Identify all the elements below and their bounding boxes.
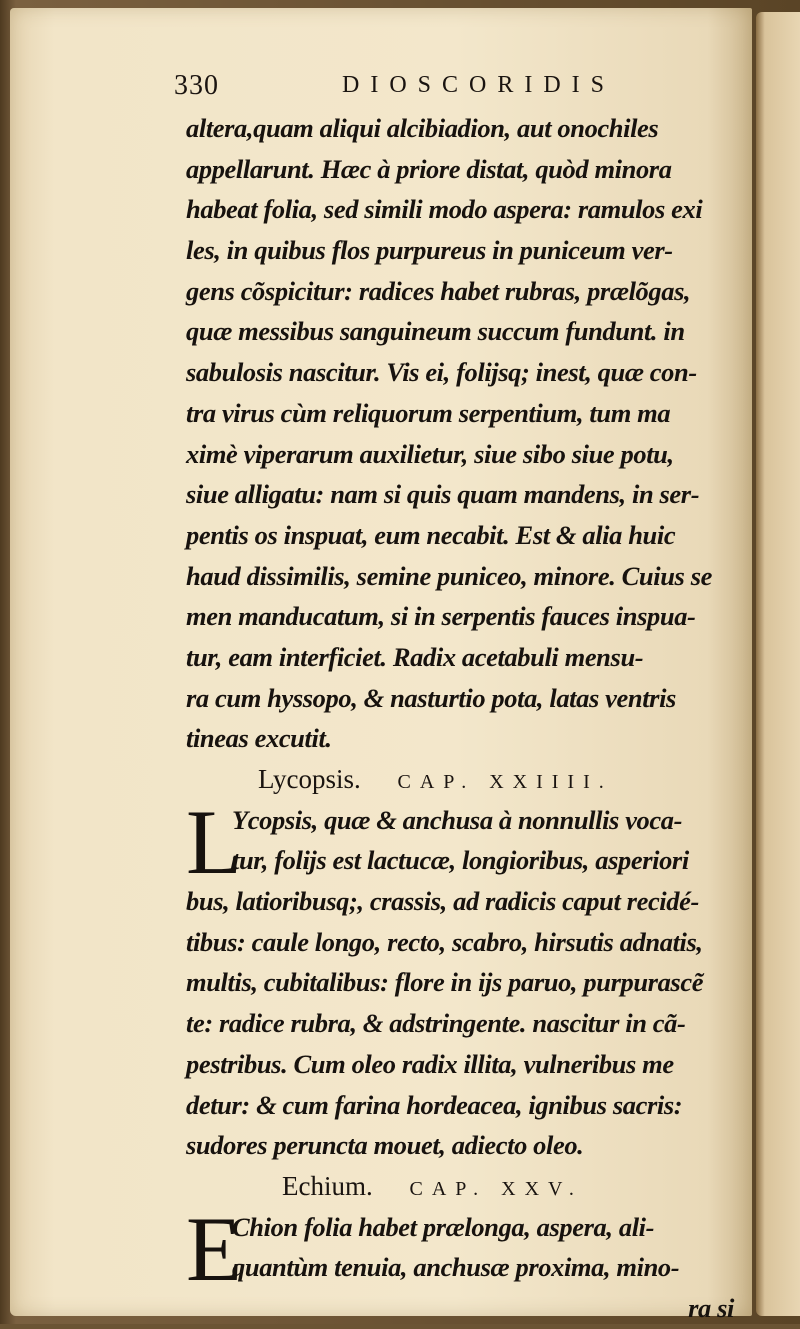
text-line: bus, latioribusq;, crassis, ad radicis caput recidé- xyxy=(186,886,699,917)
paragraph-echium xyxy=(186,1197,746,1329)
text-line: ximè viperarum auxilietur, siue sibo siue potu, xyxy=(186,438,674,469)
chapter-heading-echium xyxy=(186,1166,746,1207)
next-page-edge xyxy=(756,12,800,1316)
running-head: DIOSCORIDIS xyxy=(342,72,616,98)
text-line: siue alligatu: nam si quis quam mandens, in ser- xyxy=(186,479,700,510)
text-line: sudores peruncta mouet, adiecto oleo. xyxy=(186,1130,584,1161)
drop-cap: L xyxy=(186,790,243,893)
paragraph-continuation xyxy=(186,108,746,759)
text-line: ra cum hyssopo, & nasturtio pota, latas ventris xyxy=(186,682,676,713)
page-number: 330 xyxy=(174,70,219,101)
text-line: appellarunt. Hæc à priore distat, quòd minora xyxy=(186,153,672,184)
text-line: Chion folia habet prælonga, aspera, ali- xyxy=(232,1211,655,1242)
text-line: tur, eam interficiet. Radix acetabuli mensu- xyxy=(186,641,644,672)
catchword: ra si xyxy=(688,1292,734,1323)
chapter-number: CAP. XXIIII. xyxy=(397,771,613,793)
chapter-heading-lycopsis xyxy=(186,759,746,800)
paragraph-lycopsis xyxy=(186,790,746,1166)
text-line: quantùm tenuia, anchusæ proxima, mino- xyxy=(232,1252,680,1283)
text-line: pentis os inspuat, eum necabit. Est & alia huic xyxy=(186,519,676,550)
chapter-title: Echium. xyxy=(282,1170,373,1201)
text-line: Ycopsis, quæ & anchusa à nonnullis voca- xyxy=(232,804,683,835)
text-line: men manducatum, si in serpentis fauces inspua- xyxy=(186,601,696,632)
text-line: les, in quibus flos purpureus in puniceum ver- xyxy=(186,235,673,266)
drop-cap: E xyxy=(186,1197,243,1300)
text-line: tineas excutit. xyxy=(186,723,332,754)
chapter-title: Lycopsis. xyxy=(258,764,361,794)
text-line: habeat folia, sed simili modo aspera: ramulos exi xyxy=(186,194,703,225)
text-line: detur: & cum farina hordeacea, ignibus sacris: xyxy=(186,1089,683,1120)
text-line: sabulosis nascitur. Vis ei, folijsq; inest, quæ con- xyxy=(186,357,697,388)
text-line: pestribus. Cum oleo radix illita, vulneribus me xyxy=(186,1048,674,1079)
text-line: te: radice rubra, & adstringente. nascitur in cã- xyxy=(186,1008,686,1039)
text-line: multis, cubitalibus: flore in ijs paruo, purpurascẽ xyxy=(186,967,704,998)
text-block xyxy=(186,108,746,1329)
text-line: altera,quam aliqui alcibiadion, aut onochiles xyxy=(186,113,659,143)
text-line: tur, folijs est lactucæ, longioribus, asperiori xyxy=(232,845,689,876)
chapter-number: CAP. XXV. xyxy=(409,1177,583,1200)
text-line: gens cõspicitur: radices habet rubras, prælõgas, xyxy=(186,275,691,306)
text-line: tibus: caule longo, recto, scabro, hirsutis adnatis, xyxy=(186,926,703,957)
page-header xyxy=(174,70,734,106)
text-line: tra virus cùm reliquorum serpentium, tum ma xyxy=(186,397,671,428)
text-line: quæ messibus sanguineum succum fundunt. in xyxy=(186,316,685,347)
text-line: haud dissimilis, semine puniceo, minore. Cuius se xyxy=(186,560,712,591)
